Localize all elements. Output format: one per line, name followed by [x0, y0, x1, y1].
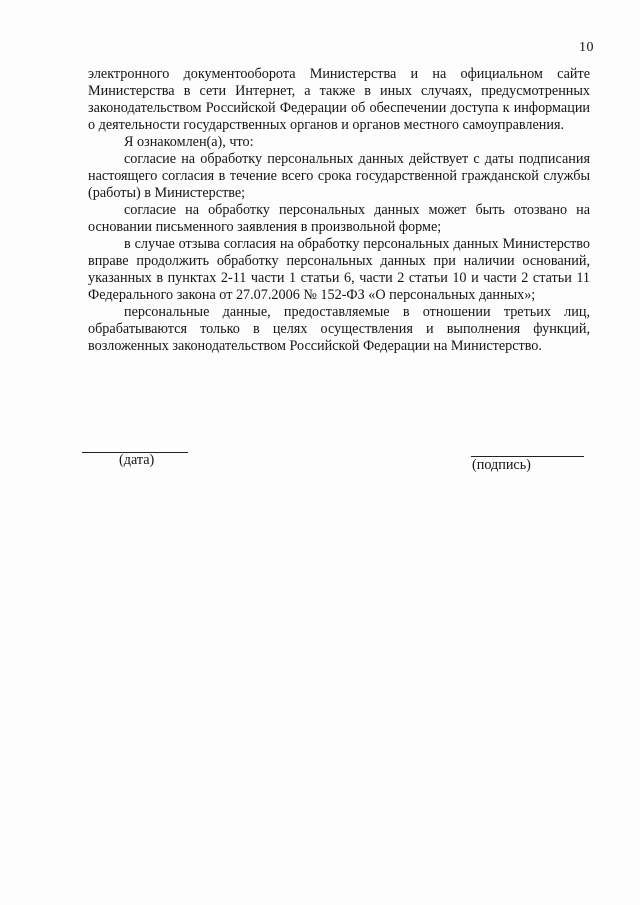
signature-label: (подпись)	[472, 457, 531, 473]
date-label: (дата)	[119, 452, 155, 468]
paragraph-consent-revocation: согласие на обработку персональных данных может быть отозвано на основании письменного заявления в произвольной форме;	[88, 202, 590, 235]
paragraph-third-party-data: персональные данные, предоставляемые в отношении третьих лиц, обрабатываются только в целях осуществления и выполнения функций, возложенных законодательством Российской Федерации на Министерство.	[88, 304, 590, 354]
page-number: 10	[579, 40, 594, 55]
document-body	[88, 66, 590, 355]
paragraph-revocation-exceptions: в случае отзыва согласия на обработку персональных данных Министерство вправе продолжить обработку персональных данных при наличии оснований, указанных в пунктах 2-11 части 1 статьи 6, части 2 статьи 10 и части 2 статьи 11 Федерального закона от 27.07.2006 № 152-ФЗ «О персональных данных»;	[88, 236, 590, 303]
signature-line	[471, 456, 584, 457]
paragraph-continuation: электронного документооборота Министерства и на официальном сайте Министерства в сети Интернет, а также в иных случаях, предусмотренных законодательством Российской Федерации об обеспечении доступа к информации о деятельности государственных органов и органов местного самоуправления.	[88, 66, 590, 133]
paragraph-consent-duration: согласие на обработку персональных данных действует с даты подписания настоящего согласия в течение всего срока государственной гражданской службы (работы) в Министерстве;	[88, 151, 590, 201]
date-line	[82, 452, 188, 453]
paragraph-acknowledgement: Я ознакомлен(а), что:	[124, 134, 254, 150]
